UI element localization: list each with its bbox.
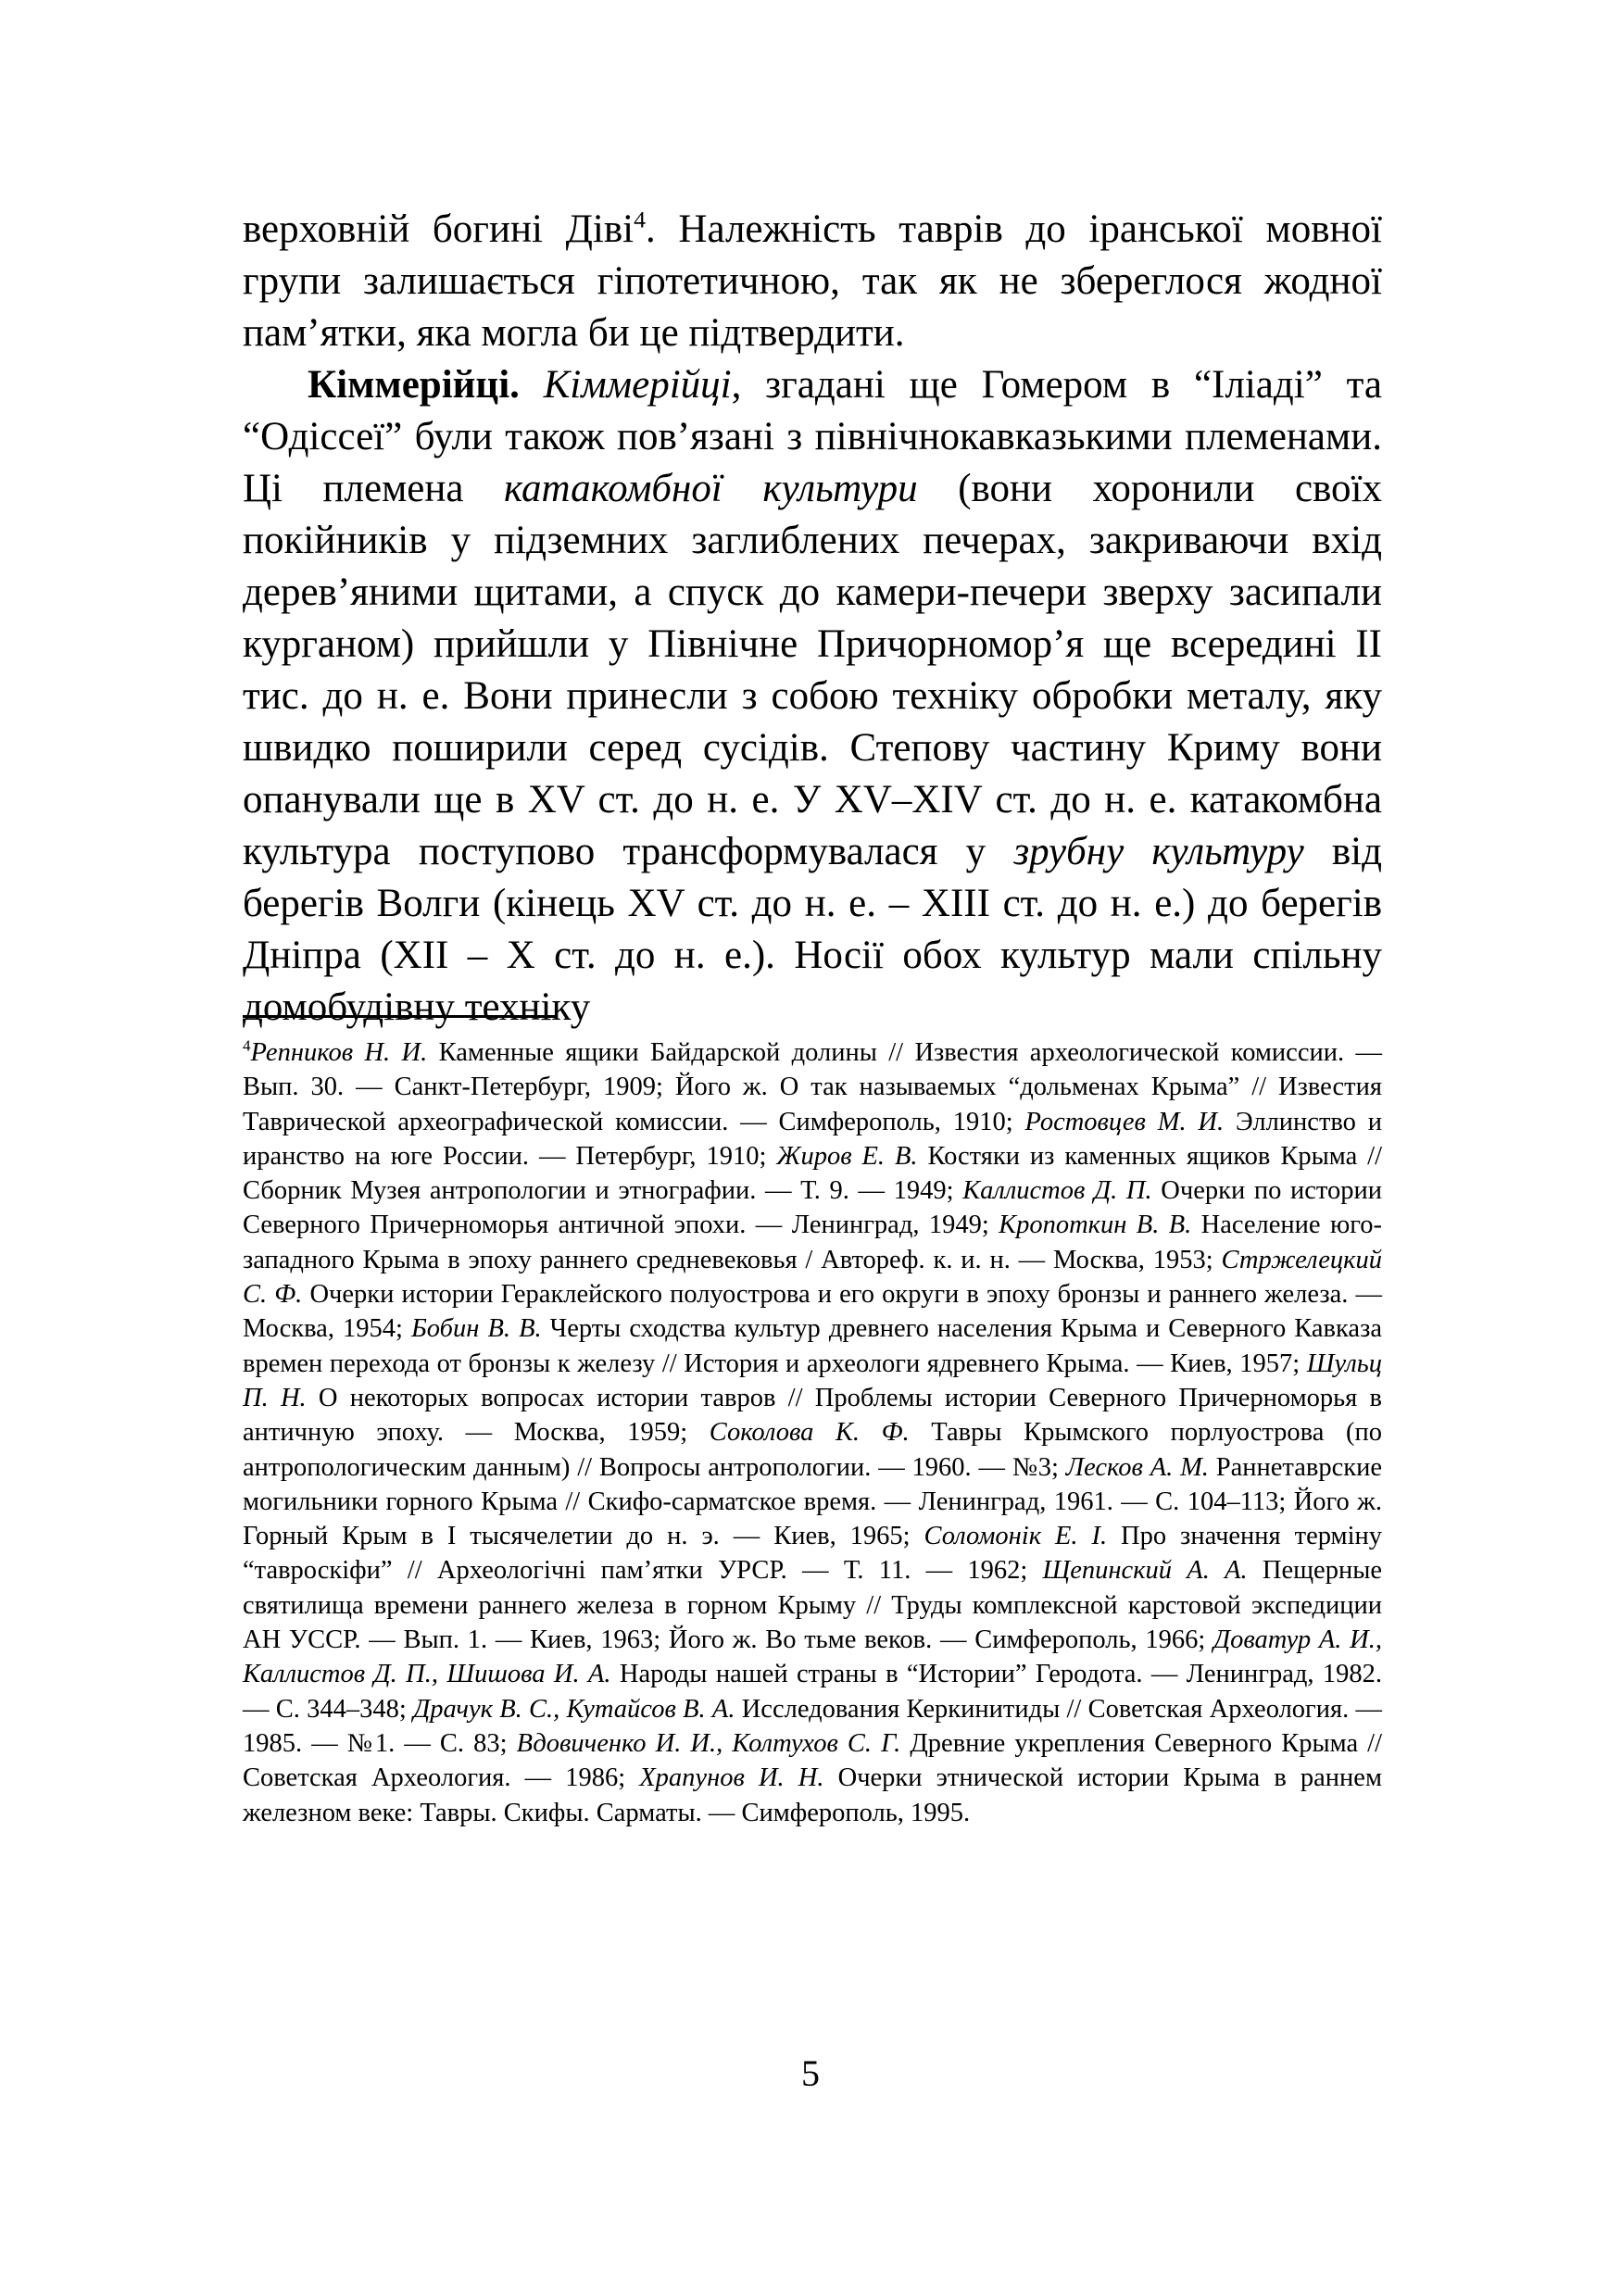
main-text	[243, 204, 1382, 1034]
author: Стржелецкий С. Ф.	[243, 1245, 1382, 1310]
citation: Исследования Керкинитиды // Советская Археология. — 1985. — №1. — С. 83;	[243, 1694, 1382, 1758]
citation: Каменные ящики Байдарской долины // Известия археологической комиссии. — Вып. 30. — Санкт-Петербург, 1909; Його ж. О так называемых “дольменах Крыма” // Известия Таврической археографической комиссии. — Симферополь, 1910;	[243, 1038, 1382, 1136]
footnote-4	[243, 1035, 1382, 1830]
author: Репников Н. И.	[250, 1038, 428, 1067]
citation: Про значення терміну “тавроскіфи” // Археологічні пам’ятки УРСР. — Т. 11. — 1962;	[243, 1522, 1382, 1586]
paragraph-1	[243, 204, 1382, 359]
author: Храпунов И. Н.	[639, 1763, 824, 1793]
citation: Черты сходства культур древнего населения Крыма и Северного Кавказа времен перехода от бронзы к железу // История и археологи ядревнего Крыма. — Киев, 1957;	[243, 1314, 1382, 1378]
citation: Народы нашей страны в “Истории” Геродота. — Ленинград, 1982. — С. 344–348;	[243, 1660, 1382, 1724]
author: Драчук В. С., Кутайсов В. А.	[413, 1694, 735, 1724]
paragraph-1-text-start: верховній богині Діві	[243, 207, 635, 251]
footnote-4-text	[243, 1035, 1382, 1830]
citation: Очерки этнической истории Крыма в раннем железном веке: Тавры. Скифы. Сарматы. — Симферополь, 1995.	[243, 1763, 1382, 1827]
author: Ростовцев М. И.	[1024, 1107, 1225, 1136]
citation: О некоторых вопросах истории тавров // Проблемы истории Северного Причерноморья в античную эпоху. — Москва, 1959;	[243, 1383, 1382, 1448]
paragraph-1-text-end: . Належність таврів до іранської мовної групи залишається гіпотетичною, так як не збереглося жодної пам’ятки, яка могла би це підтвердити.	[243, 207, 1382, 355]
citation: Костяки из каменных ящиков Крыма // Сборник Музея антропологии и этнографии. — Т. 9. — 1949;	[243, 1141, 1382, 1206]
paragraph-2-text-b: (вони хоронили своїх покійників у підземних заглиблених печерах, закриваючи вхід дерев’яними щитами, а спуск до камери-печери зверху засипали курганом) прийшли у Північне Причорномор’я ще всередині ІІ тис. до н. е. Вони принесли з собою техніку обробки металу, яку швидко поширили серед сусідів. Степову частину Криму вони опанували ще в XV ст. до н. е. У XV–XIV ст. до н. е. катакомбна культура поступово трансформувалася у	[243, 467, 1382, 873]
author: Доватур А. И., Каллистов Д. П., Шишова И. А.	[243, 1625, 1382, 1689]
paragraph-2	[243, 359, 1382, 1034]
author: Каллистов Д. П.	[962, 1176, 1152, 1206]
page-number: 5	[801, 2052, 820, 2094]
footnote-number: 4	[243, 1036, 251, 1055]
citation: Очерки по истории Северного Причерноморья античной эпохи. — Ленинград, 1949;	[243, 1176, 1382, 1240]
citation: Эллинство и иранство на юге России. — Петербург, 1910;	[243, 1107, 1382, 1171]
author: Соломонік Е. І.	[924, 1522, 1108, 1551]
citation: Тавры Крымского порлуострова (по антропологическим данным) // Вопросы антропологии. — 1960. — №3;	[243, 1418, 1382, 1482]
citation: Раннетаврские могильники горного Крыма // Скифо-сарматское время. — Ленинград, 1961. — С. 104–113; Його ж. Горный Крым в I тысячелетии до н. э. — Киев, 1965;	[243, 1452, 1382, 1551]
citation: Древние укрепления Северного Крыма // Советская Археология. — 1986;	[243, 1728, 1382, 1793]
footnote-ref-4[interactable]: 4	[634, 206, 647, 233]
footnote-separator	[243, 1015, 556, 1018]
author: Лесков А. М.	[1065, 1452, 1209, 1482]
term-katakombna-kultura: катакомбної культури	[504, 467, 918, 510]
citation: Очерки истории Гераклейского полуострова и его округи в эпоху бронзы и раннего железа. — Москва, 1954;	[243, 1280, 1382, 1344]
author: Щепинский А. А.	[1042, 1556, 1248, 1586]
author: Жиров Е. В.	[776, 1141, 918, 1171]
paragraph-2-text-a: , згадані ще Гомером в “Іліаді” та “Одіссеї” були також пов’язані з північнокавказькими племенами. Ці племена	[243, 363, 1382, 510]
paragraph-2-text-c: від берегів Волги (кінець XV ст. до н. е. – XIII ст. до н. е.) до берегів Дніпра (XII – X ст. до н. е.). Носії обох культур мали спільну домобудівну техніку	[243, 830, 1382, 1029]
citation: Пещерные святилища времени раннего железа в горном Крыму // Труды комплексной карстовой экспедиции АН УССР. — Вып. 1. — Киев, 1963; Його ж. Во тьме веков. — Симферополь, 1966;	[243, 1556, 1383, 1655]
section-heading-kimmeriitsi: Кіммерійці.	[308, 363, 520, 407]
author: Вдовиченко И. И., Колтухов С. Г.	[516, 1728, 901, 1758]
author: Кропоткин В. В.	[999, 1211, 1192, 1240]
term-zrubna-kultura: зрубну культуру	[1013, 830, 1304, 873]
author: Шульц П. Н.	[243, 1349, 1382, 1412]
term-kimmeriitsi: Кіммерійці	[543, 363, 732, 407]
author: Соколова К. Ф.	[709, 1418, 910, 1448]
citation: Население юго-западного Крыма в эпоху раннего средневековья / Автореф. к. и. н. — Москва, 1953;	[243, 1211, 1382, 1274]
author: Бобин В. В.	[411, 1314, 542, 1344]
